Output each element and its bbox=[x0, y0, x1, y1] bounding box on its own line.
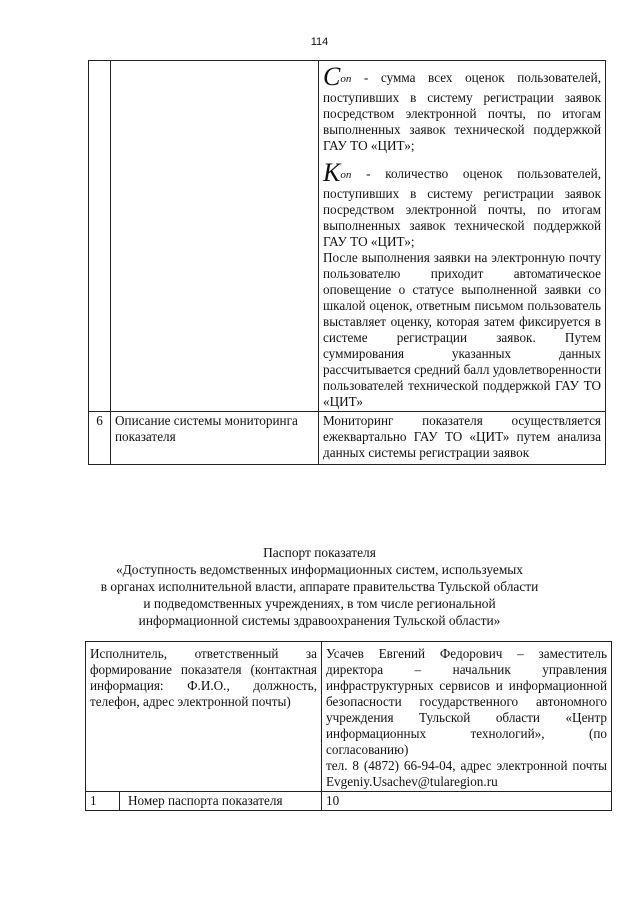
row-label-cell: Номер паспорта показателя bbox=[120, 792, 322, 811]
passport-name-line: в органах исполнительной власти, аппарате правительства Тульской области bbox=[100, 579, 539, 594]
c-variable-subscript: on bbox=[340, 73, 352, 85]
passport-table bbox=[85, 641, 612, 811]
k-variable-symbol: K bbox=[323, 158, 341, 187]
table-row bbox=[89, 412, 606, 465]
k-variable-subscript: on bbox=[340, 169, 352, 181]
feedback-process-description: После выполнения заявки на электронную почту пользователю приходит автоматическое оповещение о статусе выполненной заявки со шкалой оценок, ответным письмом пользователь выставляет оценку, которая затем фиксируется в системе регистрации заявок. Путем суммирования указанных данных рассчитывается средний балл удовлетворенности пользователей технической поддержкой ГАУ ТО «ЦИТ» bbox=[323, 250, 601, 409]
c-variable-definition bbox=[323, 64, 601, 154]
k-variable-description: - количество оценок пользователей, поступивших в систему регистрации заявок посредством электронной почты, по итогам выполненных заявок технической поддержкой ГАУ ТО «ЦИТ»; bbox=[323, 166, 601, 249]
row-value-cell: 10 bbox=[322, 792, 612, 811]
k-variable-definition bbox=[323, 160, 601, 250]
formula-explanation-cell bbox=[319, 61, 606, 412]
monitoring-description-cell: Мониторинг показателя осуществляется ежеквартально ГАУ ТО «ЦИТ» путем анализа данных системы регистрации заявок bbox=[319, 412, 606, 465]
c-variable-description: - сумма всех оценок пользователей, поступивших в систему регистрации заявок посредством электронной почты, по итогам выполненных заявок технической поддержкой ГАУ ТО «ЦИТ»; bbox=[323, 70, 601, 153]
table-row bbox=[86, 642, 612, 792]
row-label-cell bbox=[111, 61, 319, 412]
row-number-cell bbox=[89, 61, 111, 412]
executor-contact: тел. 8 (4872) 66-94-04, адрес электронной почты Evgeniy.Usachev@tularegion.ru bbox=[326, 758, 607, 789]
executor-name-position: Усачев Евгений Федорович – заместитель директора – начальник управления инфраструктурных сервисов и информационной безопасности государственного автономного учреждения Тульской области «Центр информационных технологий», (по согласованию) bbox=[326, 646, 607, 757]
executor-value-cell bbox=[322, 642, 612, 792]
executor-label-cell: Исполнитель, ответственный за формирование показателя (контактная информация: Ф.И.О., должность, телефон, адрес электронной почты) bbox=[86, 642, 322, 792]
table-row bbox=[86, 792, 612, 811]
indicator-table-continuation bbox=[88, 60, 606, 465]
passport-name-line: и подведомственных учреждениях, в том числе региональной bbox=[143, 596, 496, 611]
page-number: 114 bbox=[310, 36, 329, 48]
passport-name-line: информационной системы здравоохранения Тульской области» bbox=[138, 613, 501, 628]
table-row bbox=[89, 61, 606, 412]
row-number-cell: 6 bbox=[89, 412, 111, 465]
passport-heading: Паспорт показателя bbox=[263, 545, 376, 560]
passport-title bbox=[0, 544, 639, 629]
passport-name-line: «Доступность ведомственных информационных систем, используемых bbox=[115, 562, 524, 577]
row-number-cell: 1 bbox=[86, 792, 120, 811]
row-label-cell: Описание системы мониторинга показателя bbox=[111, 412, 319, 465]
c-variable-symbol: C bbox=[323, 62, 341, 91]
